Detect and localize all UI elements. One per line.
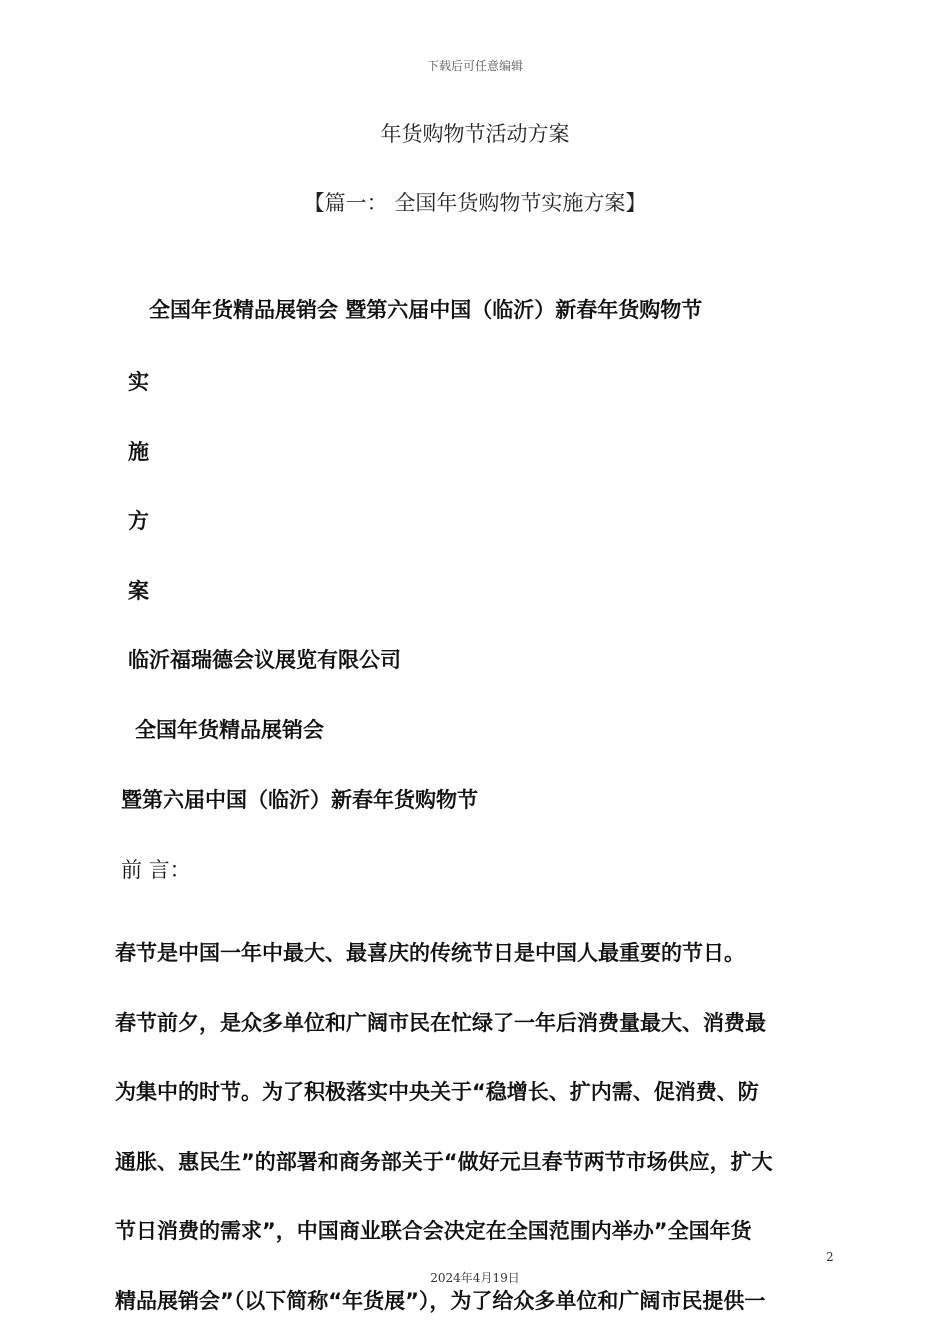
footer-date: 2024年4月19日 (430, 1271, 520, 1285)
vertical-char-2: 施 (128, 440, 149, 464)
paragraph-line: 节日消费的需求”，中国商业联合会决定在全国范围内举办”全国年货 (115, 1219, 752, 1243)
document-title: 年货购物节活动方案 (380, 122, 570, 146)
paragraph-line: 春节是中国一年中最大、最喜庆的传统节日是中国人最重要的节日。 (115, 941, 745, 965)
cover-heading: 全国年货精品展销会 暨第六届中国（临沂）新春年货购物节 (149, 298, 703, 322)
paragraph-line: 为集中的时节。为了积极落实中央关于“稳增长、扩内需、促消费、防 (115, 1080, 759, 1104)
paragraph-line: 通胀、惠民生”的部署和商务部关于“做好元旦春节两节市场供应，扩大 (115, 1149, 773, 1174)
paragraph-line: 春节前夕，是众多单位和广阔市民在忙绿了一年后消费量最大、消费最 (115, 1010, 766, 1035)
page-number: 2 (826, 1250, 834, 1264)
paragraph-line: 精品展销会”（以下简称“年货展”），为了给众多单位和广阔市民提供一 (115, 1288, 766, 1313)
vertical-char-1: 实 (128, 370, 149, 394)
subtitle-line-2: 暨第六届中国（临沂）新春年货购物节 (121, 788, 478, 812)
vertical-char-4: 案 (128, 579, 149, 603)
vertical-char-3: 方 (128, 509, 149, 533)
header-note: 下载后可任意编辑 (426, 59, 523, 73)
section-title: 【篇一： 全国年货购物节实施方案】 (303, 191, 647, 215)
preface-label: 前 言： (121, 858, 191, 882)
subtitle-line-1: 全国年货精品展销会 (135, 718, 324, 742)
company-name: 临沂福瑞德会议展览有限公司 (128, 648, 401, 672)
